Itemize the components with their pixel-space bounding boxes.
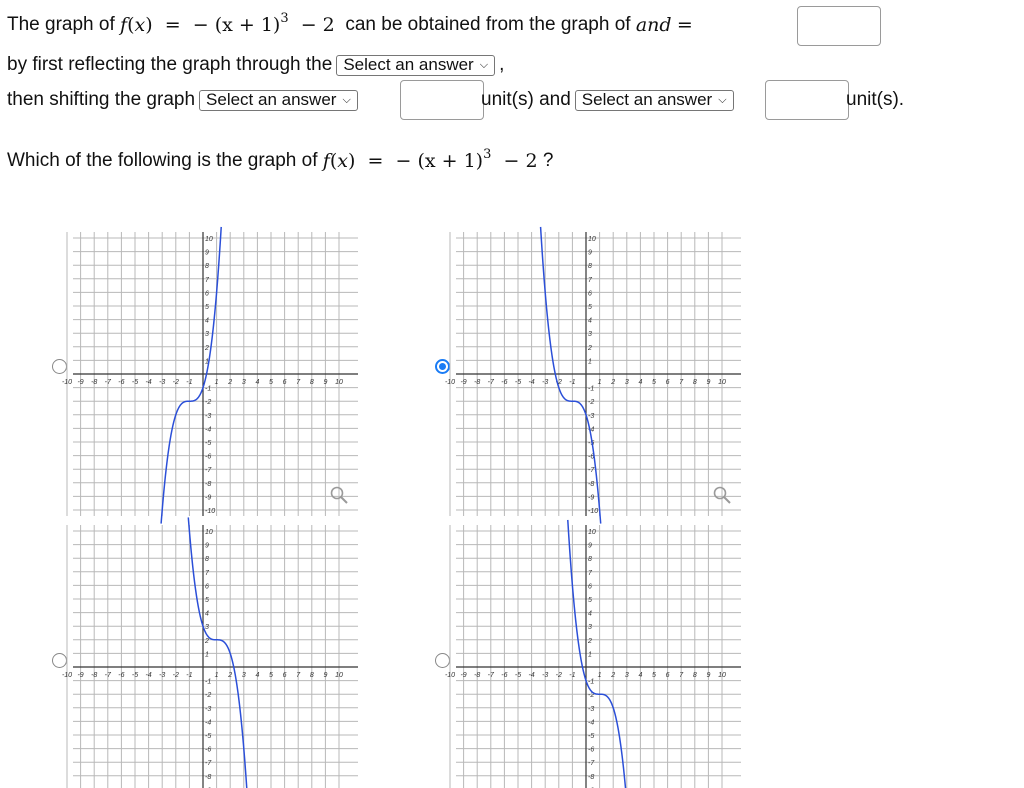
y-tick-label: 1	[588, 358, 592, 366]
x-tick-label: -1	[186, 379, 193, 386]
y-tick-label: 10	[205, 236, 213, 243]
shift-text: then shifting the graph	[7, 89, 196, 110]
y-tick-label: -7	[205, 467, 212, 475]
question-line-2: by first reflecting the graph through the Select an answer ⌵ ,	[7, 54, 505, 75]
y-tick-label: -7	[588, 760, 595, 768]
option-d-radio[interactable]	[435, 653, 450, 668]
x-tick-label: 2	[611, 672, 616, 679]
y-tick-label: 7	[205, 569, 209, 577]
x-tick-label: 3	[241, 672, 246, 679]
x-tick-label: 8	[692, 379, 697, 386]
x-tick-label: -7	[104, 672, 111, 679]
y-tick-label: -4	[588, 426, 595, 434]
y-tick-label: 6	[205, 290, 209, 298]
chevron-down-icon: ⌵	[479, 58, 489, 71]
y-tick-label: 1	[205, 651, 209, 659]
y-tick-label: 4	[205, 610, 209, 618]
x-tick-label: -3	[542, 672, 549, 679]
y-tick-label: -4	[205, 719, 212, 727]
x-tick-label: 6	[665, 672, 670, 679]
y-tick-label: -4	[588, 719, 595, 727]
x-tick-label: -8	[91, 379, 98, 386]
x-tick-label: 4	[255, 672, 260, 679]
base-function-input[interactable]	[797, 6, 881, 46]
x-tick-label: 9	[706, 672, 711, 679]
x-tick-label: 10	[335, 672, 343, 679]
y-tick-label: 6	[588, 290, 592, 298]
x-tick-label: -3	[542, 379, 549, 386]
x-tick-label: 9	[323, 672, 328, 679]
x-tick-label: 3	[241, 379, 246, 386]
x-tick-label: 4	[255, 379, 260, 386]
y-tick-label: 9	[588, 249, 592, 257]
shift-amount-input-1[interactable]	[400, 80, 484, 120]
y-tick-label: -6	[205, 453, 212, 461]
x-tick-label: -7	[487, 379, 494, 386]
units-and-label: unit(s) and	[481, 89, 571, 110]
units-and-label-wrap	[481, 89, 738, 111]
y-tick-label: 3	[205, 331, 209, 339]
x-tick-label: -4	[145, 672, 152, 679]
x-tick-label: 2	[228, 672, 233, 679]
x-tick-label: 7	[296, 379, 301, 386]
question-function: f(x) = − $(x + 1)^3 - 2$	[322, 147, 538, 172]
x-tick-label: -10	[444, 379, 456, 386]
x-tick-label: -4	[145, 379, 152, 386]
x-tick-label: 7	[296, 672, 301, 679]
x-tick-label: 7	[679, 379, 684, 386]
x-tick-label: 8	[309, 379, 314, 386]
y-tick-label: 8	[205, 556, 209, 564]
curve-path	[161, 227, 221, 524]
x-tick-label: -2	[555, 379, 562, 386]
y-tick-label: -5	[205, 440, 212, 447]
obtained-text: can be obtained from the graph of	[345, 14, 631, 35]
y-tick-label: 1	[205, 358, 209, 366]
x-tick-label: -1	[186, 672, 193, 679]
y-tick-label: -8	[205, 480, 212, 488]
y-tick-label: 8	[588, 263, 592, 271]
intro-text: The graph of	[7, 14, 115, 35]
option-c-radio[interactable]	[52, 653, 67, 668]
question-line-3	[7, 89, 362, 111]
y-tick-label: -5	[205, 733, 212, 740]
y-tick-label: -6	[588, 746, 595, 754]
y-tick-label: -7	[588, 467, 595, 475]
shift-direction-select-2[interactable]: Select an answer ⌵	[575, 90, 734, 111]
y-tick-label: -10	[205, 508, 216, 515]
x-tick-label: 10	[335, 379, 343, 386]
x-tick-label: -6	[501, 379, 508, 386]
graph-option-b	[444, 232, 741, 515]
y-tick-label: -2	[588, 692, 595, 700]
x-tick-label: -6	[118, 672, 125, 679]
y-tick-label: 2	[205, 344, 209, 352]
x-tick-label: -9	[460, 379, 467, 386]
x-tick-label: -1	[569, 379, 576, 386]
y-tick-label: -1	[205, 385, 212, 393]
x-tick-label: -6	[501, 672, 508, 679]
x-tick-label: -5	[131, 672, 139, 679]
units-end-wrap	[846, 89, 904, 111]
graph-option-a	[61, 232, 358, 515]
x-tick-label: 1	[597, 672, 602, 679]
x-tick-label: 9	[706, 379, 711, 386]
question-line-1: The graph of f(x) = − $(x + 1)^3 - 2$ can be obtained from the graph of and =	[7, 11, 693, 36]
x-tick-label: -5	[514, 379, 522, 386]
x-tick-label: 10	[718, 379, 726, 386]
x-tick-label: -2	[172, 379, 179, 386]
y-tick-label: 1	[588, 651, 592, 659]
y-tick-label: 9	[205, 249, 209, 257]
y-tick-label: -4	[205, 426, 212, 434]
curve-path	[541, 227, 601, 524]
y-tick-label: -6	[205, 746, 212, 754]
x-tick-label: -7	[487, 672, 494, 679]
shift-amount-input-2[interactable]	[765, 80, 849, 120]
x-tick-label: -10	[61, 379, 73, 386]
y-tick-label: 8	[205, 263, 209, 271]
reflection-select[interactable]: Select an answer ⌵	[336, 55, 495, 76]
x-tick-label: 2	[611, 379, 616, 386]
x-tick-label: -9	[460, 672, 467, 679]
option-a-radio[interactable]	[52, 359, 67, 374]
y-tick-label: 10	[205, 529, 213, 536]
x-tick-label: 5	[652, 672, 656, 679]
x-tick-label: -4	[528, 379, 535, 386]
y-tick-label: 2	[588, 344, 592, 352]
graph-option-d	[444, 525, 741, 788]
y-tick-label: 5	[205, 304, 209, 311]
y-tick-label: 4	[205, 317, 209, 325]
y-tick-label: 9	[588, 542, 592, 550]
y-tick-label: 4	[588, 317, 592, 325]
graph-option-c	[61, 525, 358, 788]
y-tick-label: -1	[205, 678, 212, 686]
x-tick-label: 3	[624, 672, 629, 679]
y-tick-label: -1	[588, 678, 595, 686]
x-tick-label: 8	[309, 672, 314, 679]
x-tick-label: -3	[159, 672, 166, 679]
y-tick-label: 7	[588, 569, 592, 577]
y-tick-label: 7	[205, 276, 209, 284]
x-tick-label: -6	[118, 379, 125, 386]
y-tick-label: -8	[588, 773, 595, 781]
x-tick-label: 4	[638, 379, 643, 386]
x-tick-label: 1	[597, 379, 602, 386]
function-expression: f(x) = − $(x + 1)^3 - 2$	[120, 11, 335, 36]
x-tick-label: -8	[91, 672, 98, 679]
y-tick-label: 6	[205, 583, 209, 591]
y-tick-label: -9	[588, 494, 595, 502]
y-tick-label: -5	[588, 733, 595, 740]
x-tick-label: 8	[692, 672, 697, 679]
shift-direction-select-1[interactable]: Select an answer ⌵	[199, 90, 358, 111]
x-tick-label: 5	[652, 379, 656, 386]
y-tick-label: -3	[588, 412, 595, 420]
y-tick-label: 3	[588, 331, 592, 339]
y-tick-label: -6	[588, 453, 595, 461]
x-tick-label: 10	[718, 672, 726, 679]
y-tick-label: 3	[588, 624, 592, 632]
x-tick-label: -9	[77, 672, 84, 679]
y-tick-label: -8	[588, 480, 595, 488]
x-tick-label: 5	[269, 379, 273, 386]
y-tick-label: 10	[588, 529, 596, 536]
y-tick-label: 9	[205, 542, 209, 550]
x-tick-label: 6	[282, 672, 287, 679]
y-tick-label: 2	[205, 637, 209, 645]
x-tick-label: -5	[131, 379, 139, 386]
curve-path	[568, 520, 628, 788]
x-tick-label: -2	[172, 672, 179, 679]
x-tick-label: 7	[679, 672, 684, 679]
y-tick-label: -10	[588, 508, 599, 515]
x-tick-label: -4	[528, 672, 535, 679]
x-tick-label: -2	[555, 672, 562, 679]
x-tick-label: -3	[159, 379, 166, 386]
y-tick-label: 5	[588, 597, 592, 604]
x-tick-label: 6	[665, 379, 670, 386]
y-tick-label: 8	[588, 556, 592, 564]
x-tick-label: 3	[624, 379, 629, 386]
x-tick-label: 6	[282, 379, 287, 386]
option-b-radio[interactable]	[435, 359, 450, 374]
y-tick-label: 6	[588, 583, 592, 591]
y-tick-label: 5	[205, 597, 209, 604]
x-tick-label: 2	[228, 379, 233, 386]
chevron-down-icon: ⌵	[342, 93, 351, 106]
x-tick-label: -7	[104, 379, 111, 386]
graph-question: Which of the following is the graph of f(x) = − $(x + 1)^3 - 2$ ?	[7, 147, 554, 172]
x-tick-label: 4	[638, 672, 643, 679]
y-tick-label: -9	[205, 494, 212, 502]
units-end-label: unit(s).	[846, 89, 905, 110]
y-tick-label: -2	[205, 692, 212, 700]
y-tick-label: -8	[205, 773, 212, 781]
y-tick-label: 10	[588, 236, 596, 243]
x-tick-label: -5	[514, 672, 522, 679]
y-tick-label: -3	[205, 705, 212, 713]
y-tick-label: -2	[205, 399, 212, 407]
y-tick-label: 2	[588, 637, 592, 645]
x-tick-label: -1	[569, 672, 576, 679]
y-tick-label: 5	[588, 304, 592, 311]
chevron-down-icon: ⌵	[718, 93, 727, 106]
and-word: and	[635, 14, 672, 36]
x-tick-label: -8	[474, 672, 481, 679]
x-tick-label: 1	[214, 379, 219, 386]
reflect-text: by first reflecting the graph through the	[7, 54, 333, 75]
y-tick-label: 4	[588, 610, 592, 618]
y-tick-label: -3	[205, 412, 212, 420]
y-tick-label: -5	[588, 440, 595, 447]
x-tick-label: 1	[214, 672, 219, 679]
x-tick-label: -8	[474, 379, 481, 386]
x-tick-label: 5	[269, 672, 273, 679]
x-tick-label: -10	[444, 672, 456, 679]
y-tick-label: -1	[588, 385, 595, 393]
x-tick-label: -10	[61, 672, 73, 679]
x-tick-label: 9	[323, 379, 328, 386]
y-tick-label: 3	[205, 624, 209, 632]
x-tick-label: -9	[77, 379, 84, 386]
y-tick-label: 7	[588, 276, 592, 284]
y-tick-label: -2	[588, 399, 595, 407]
y-tick-label: -7	[205, 760, 212, 768]
y-tick-label: -3	[588, 705, 595, 713]
